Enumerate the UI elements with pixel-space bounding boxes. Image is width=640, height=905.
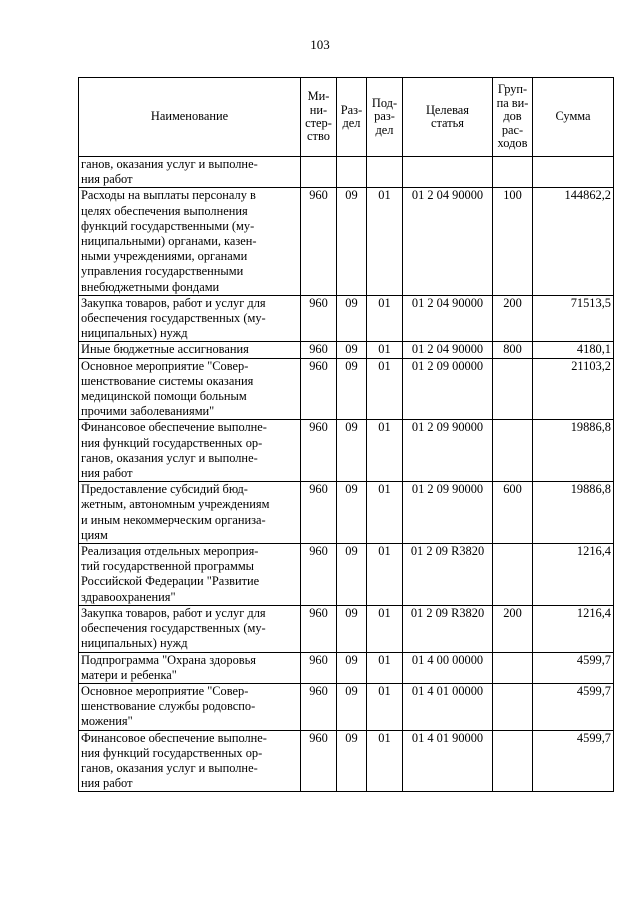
row-subsection: 01 bbox=[367, 342, 403, 358]
row-subsection: 01 bbox=[367, 730, 403, 792]
row-section: 09 bbox=[337, 295, 367, 342]
row-target bbox=[403, 157, 493, 188]
table-row bbox=[79, 482, 614, 544]
row-group bbox=[493, 157, 533, 188]
header-target-text: Целевая статья bbox=[425, 102, 470, 130]
header-group-text: Груп- па ви- дов рас- ходов bbox=[496, 82, 529, 151]
row-ministry: 960 bbox=[301, 730, 337, 792]
row-subsection: 01 bbox=[367, 482, 403, 544]
header-section-text: Раз- дел bbox=[340, 102, 363, 130]
row-ministry: 960 bbox=[301, 188, 337, 295]
page-number: 103 bbox=[310, 37, 330, 52]
table-row bbox=[79, 188, 614, 295]
row-ministry: 960 bbox=[301, 544, 337, 606]
row-target: 01 2 09 R3820 bbox=[403, 544, 493, 606]
row-subsection: 01 bbox=[367, 295, 403, 342]
row-group bbox=[493, 358, 533, 420]
table-row bbox=[79, 342, 614, 358]
row-subsection: 01 bbox=[367, 544, 403, 606]
row-sum: 4599,7 bbox=[533, 683, 614, 730]
row-group bbox=[493, 544, 533, 606]
header-subsection-text: Под- раз- дел bbox=[371, 95, 398, 137]
row-ministry: 960 bbox=[301, 683, 337, 730]
row-sum: 4599,7 bbox=[533, 730, 614, 792]
row-sum: 1216,4 bbox=[533, 544, 614, 606]
row-section: 09 bbox=[337, 482, 367, 544]
table-header-row bbox=[79, 78, 614, 157]
row-sum: 4599,7 bbox=[533, 652, 614, 683]
row-section: 09 bbox=[337, 342, 367, 358]
table-row bbox=[79, 683, 614, 730]
row-sum: 1216,4 bbox=[533, 605, 614, 652]
table-row bbox=[79, 420, 614, 482]
row-section: 09 bbox=[337, 420, 367, 482]
row-target: 01 2 04 90000 bbox=[403, 342, 493, 358]
row-name: Финансовое обеспечение выполне- ния функций государственных ор- ганов, оказания услуг и выполне- ния работ bbox=[79, 420, 301, 482]
row-subsection bbox=[367, 157, 403, 188]
table-row bbox=[79, 157, 614, 188]
header-name-text: Наименование bbox=[150, 109, 229, 124]
row-subsection: 01 bbox=[367, 420, 403, 482]
row-target: 01 4 01 90000 bbox=[403, 730, 493, 792]
row-subsection: 01 bbox=[367, 605, 403, 652]
row-name: Закупка товаров, работ и услуг для обеспечения государственных (му- ниципальных) нужд bbox=[79, 295, 301, 342]
row-group bbox=[493, 652, 533, 683]
row-name: Закупка товаров, работ и услуг для обеспечения государственных (му- ниципальных) нужд bbox=[79, 605, 301, 652]
header-sum-text: Сумма bbox=[555, 109, 591, 124]
row-sum: 19886,8 bbox=[533, 420, 614, 482]
row-group bbox=[493, 683, 533, 730]
row-group: 600 bbox=[493, 482, 533, 544]
row-sum: 144862,2 bbox=[533, 188, 614, 295]
header-sum bbox=[533, 78, 614, 157]
table-row bbox=[79, 605, 614, 652]
header-section bbox=[337, 78, 367, 157]
row-name: Реализация отдельных мероприя- тий государственной программы Российской Федерации "Развитие здравоохранения" bbox=[79, 544, 301, 606]
row-section: 09 bbox=[337, 544, 367, 606]
row-target: 01 2 09 R3820 bbox=[403, 605, 493, 652]
header-ministry bbox=[301, 78, 337, 157]
table-row bbox=[79, 730, 614, 792]
row-ministry: 960 bbox=[301, 358, 337, 420]
row-name: Предоставление субсидий бюд- жетным, автономным учреждениям и иным некоммерческим организа- циям bbox=[79, 482, 301, 544]
row-subsection: 01 bbox=[367, 358, 403, 420]
table-row bbox=[79, 544, 614, 606]
row-section: 09 bbox=[337, 652, 367, 683]
row-section: 09 bbox=[337, 188, 367, 295]
row-ministry: 960 bbox=[301, 482, 337, 544]
row-name: Основное мероприятие "Совер- шенствование службы родовспо- можения" bbox=[79, 683, 301, 730]
table-row bbox=[79, 652, 614, 683]
row-section: 09 bbox=[337, 683, 367, 730]
row-ministry: 960 bbox=[301, 342, 337, 358]
row-sum: 19886,8 bbox=[533, 482, 614, 544]
row-name: Финансовое обеспечение выполне- ния функций государственных ор- ганов, оказания услуг и выполне- ния работ bbox=[79, 730, 301, 792]
header-ministry-text: Ми- ни- стер- ство bbox=[305, 89, 332, 144]
row-group: 800 bbox=[493, 342, 533, 358]
row-subsection: 01 bbox=[367, 652, 403, 683]
row-name: Иные бюджетные ассигнования bbox=[79, 342, 301, 358]
row-group: 200 bbox=[493, 605, 533, 652]
row-name: ганов, оказания услуг и выполне- ния работ bbox=[79, 157, 301, 188]
row-target: 01 2 04 90000 bbox=[403, 295, 493, 342]
table-row bbox=[79, 295, 614, 342]
row-ministry: 960 bbox=[301, 652, 337, 683]
row-target: 01 2 09 00000 bbox=[403, 358, 493, 420]
budget-table bbox=[78, 77, 614, 792]
header-group bbox=[493, 78, 533, 157]
row-name: Основное мероприятие "Совер- шенствование системы оказания медицинской помощи больным прочими заболеваниями" bbox=[79, 358, 301, 420]
row-group bbox=[493, 420, 533, 482]
row-subsection: 01 bbox=[367, 188, 403, 295]
row-group: 100 bbox=[493, 188, 533, 295]
row-name: Расходы на выплаты персоналу в целях обеспечения выполнения функций государственными (му- ниципальными) органами, казен- ными учреждениями, органами управления государственными внебюджетными фондами bbox=[79, 188, 301, 295]
row-subsection: 01 bbox=[367, 683, 403, 730]
row-group: 200 bbox=[493, 295, 533, 342]
row-target: 01 2 04 90000 bbox=[403, 188, 493, 295]
row-group bbox=[493, 730, 533, 792]
header-subsection bbox=[367, 78, 403, 157]
row-sum: 4180,1 bbox=[533, 342, 614, 358]
row-target: 01 2 09 90000 bbox=[403, 482, 493, 544]
row-section: 09 bbox=[337, 605, 367, 652]
row-sum bbox=[533, 157, 614, 188]
row-ministry: 960 bbox=[301, 605, 337, 652]
row-section: 09 bbox=[337, 730, 367, 792]
row-ministry: 960 bbox=[301, 295, 337, 342]
row-section bbox=[337, 157, 367, 188]
row-sum: 21103,2 bbox=[533, 358, 614, 420]
row-sum: 71513,5 bbox=[533, 295, 614, 342]
table-row bbox=[79, 358, 614, 420]
row-target: 01 4 01 00000 bbox=[403, 683, 493, 730]
row-ministry bbox=[301, 157, 337, 188]
row-section: 09 bbox=[337, 358, 367, 420]
row-name: Подпрограмма "Охрана здоровья матери и ребенка" bbox=[79, 652, 301, 683]
header-target bbox=[403, 78, 493, 157]
header-name bbox=[79, 78, 301, 157]
row-ministry: 960 bbox=[301, 420, 337, 482]
row-target: 01 2 09 90000 bbox=[403, 420, 493, 482]
row-target: 01 4 00 00000 bbox=[403, 652, 493, 683]
